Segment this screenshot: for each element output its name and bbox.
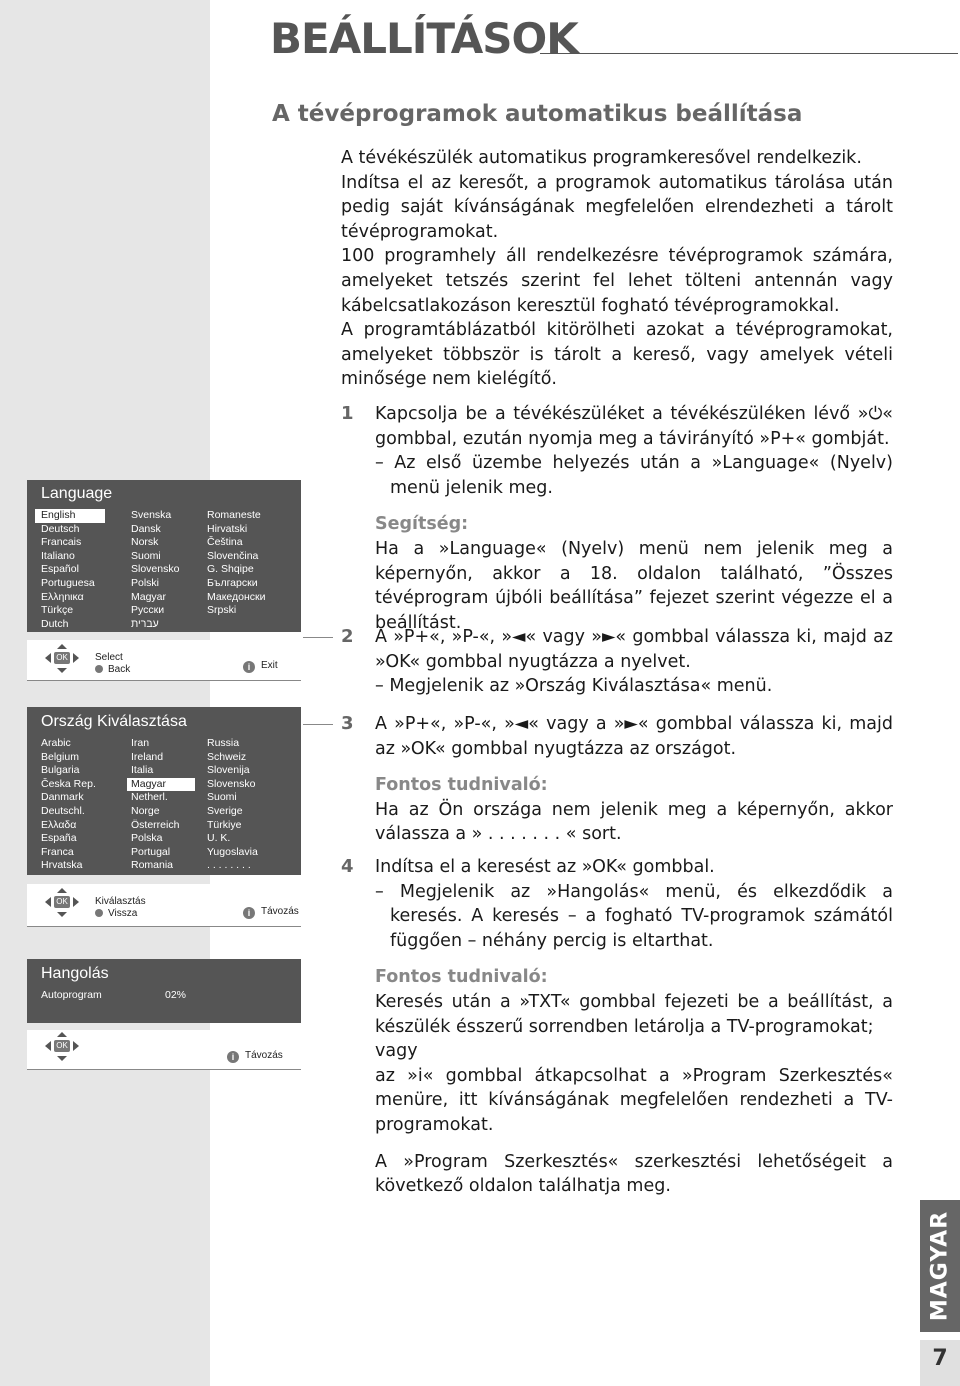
select-hint: Kiválasztás: [95, 896, 146, 907]
country-option[interactable]: Romania: [131, 859, 174, 872]
page-title: BEÁLLÍTÁSOK: [270, 14, 578, 63]
country-option[interactable]: Deutschl.: [41, 804, 85, 817]
step-number: 3: [341, 713, 354, 734]
language-option[interactable]: עברית: [131, 617, 159, 630]
arrow-left-icon: [45, 653, 51, 663]
help-text: Ha az Ön országa nem jelenik meg a képernyőn, akkor válassza a » . . . . . . . « sort.: [375, 799, 893, 845]
language-option[interactable]: Deutsch: [41, 522, 80, 535]
intro-paragraph: A programtáblázatból kitörölheti azokat a tévéprogramokat, amelyeket többször is tárolt a kereső, vagy amelyek vételi minősége nem kielégítő.: [341, 320, 893, 390]
exit-hint: [227, 1050, 283, 1063]
language-option[interactable]: Dansk: [131, 522, 161, 535]
arrow-left-icon: [45, 897, 51, 907]
country-option[interactable]: Polska: [131, 832, 163, 845]
info-icon: i: [243, 661, 255, 673]
tuning-menu-footer: [27, 1030, 301, 1070]
arrow-right-icon: [73, 653, 79, 663]
arrow-right-icon: [73, 1041, 79, 1051]
menu-title: Language: [41, 485, 113, 502]
language-option[interactable]: Македонски: [207, 590, 266, 603]
language-column-2: [131, 509, 179, 631]
country-option[interactable]: Danmark: [41, 791, 84, 804]
tuning-progress-value: 02%: [165, 989, 187, 1001]
country-option[interactable]: Türkiye: [207, 818, 242, 831]
country-option[interactable]: España: [41, 832, 77, 845]
step-text: A »P+«, »P-«, »◄« vagy a »►« gombbal válassza ki, majd az »OK« gombbal nyugtázza az országot.: [375, 714, 893, 759]
exit-hint: [243, 906, 299, 919]
intro-paragraph: A tévékészülék automatikus programkeresővel rendelkezik.: [341, 148, 862, 168]
step-3: [341, 712, 893, 847]
country-option[interactable]: Hrvatska: [41, 859, 83, 872]
step-1: [341, 402, 893, 635]
language-option[interactable]: Español: [41, 563, 79, 576]
intro-paragraph: 100 programhely áll rendelkezésre tévéprogramok számára, amelyeket tetszés szerint fel lehet tölteni antennán vagy kábelcsatlakozáson keresztül fogható tévéprogramokkal.: [341, 246, 893, 316]
select-hint: Select: [95, 652, 123, 663]
exit-label: Távozás: [245, 1050, 283, 1061]
country-option[interactable]: Ελλαδα: [41, 818, 77, 831]
language-option[interactable]: Slovenčina: [207, 549, 259, 562]
ok-navigation-pad: [43, 888, 81, 918]
language-option[interactable]: Svenska: [131, 509, 172, 521]
outro-text: A »Program Szerkesztés« szerkesztési lehetőségeit a következő oldalon találhatja meg.: [375, 1151, 893, 1197]
language-side-tab: [920, 1200, 960, 1332]
country-option-selected[interactable]: Magyar: [127, 778, 195, 792]
country-option[interactable]: Russia: [207, 737, 240, 749]
help-text: Ha a »Language« (Nyelv) menü nem jelenik meg a képernyőn, akkor a 18. oldalon található, ”Összes tévéprogram újbóli beállítása” fejezet szerint végezze el a beállítást.: [375, 538, 893, 633]
exit-label: Távozás: [261, 906, 299, 917]
language-option[interactable]: Polski: [131, 576, 160, 589]
language-tab-label: MAGYAR: [927, 1210, 953, 1322]
language-option[interactable]: Türkçe: [41, 604, 74, 617]
language-option[interactable]: Francais: [41, 536, 82, 549]
country-option[interactable]: Yugoslavia: [207, 845, 258, 858]
back-hint: [95, 908, 137, 919]
language-menu: [27, 480, 301, 632]
country-option[interactable]: Schweiz: [207, 750, 247, 763]
section-subtitle: A tévéprogramok automatikus beállítása: [272, 101, 803, 127]
country-option[interactable]: Belgium: [41, 750, 79, 763]
country-option[interactable]: Ireland: [131, 750, 164, 763]
country-column-1: [41, 737, 96, 873]
country-option[interactable]: Italia: [131, 764, 154, 777]
back-hint: [95, 664, 130, 675]
country-option[interactable]: Österreich: [131, 818, 180, 831]
back-dot-icon: [95, 665, 103, 673]
step-result: – Megjelenik az »Ország Kiválasztása« menü.: [375, 676, 773, 697]
language-option[interactable]: Romaneste: [207, 509, 261, 521]
language-column-1: [35, 509, 105, 631]
country-menu-footer: [27, 884, 301, 927]
arrow-up-icon: [57, 644, 67, 649]
country-option[interactable]: . . . . . . . .: [207, 859, 251, 872]
country-option[interactable]: Portugal: [131, 845, 171, 858]
step-result: – Megjelenik az »Hangolás« menü, és elkezdődik a keresés. A keresés – a fogható TV-programok számától függően – néhány percig is eltarthat.: [375, 881, 893, 951]
step-4: [341, 855, 893, 1199]
country-menu: [27, 707, 301, 875]
help-title: Segítség:: [375, 514, 469, 535]
help-title: Fontos tudnivaló:: [375, 775, 548, 796]
menu-title: Ország Kiválasztása: [41, 713, 187, 730]
ok-navigation-pad: [43, 1032, 81, 1062]
tuning-menu: [27, 959, 301, 1023]
help-title: Fontos tudnivaló:: [375, 967, 548, 988]
step-number: 4: [341, 856, 354, 877]
ok-navigation-pad: [43, 644, 81, 674]
help-text: Keresés után a »TXT« gombbal fejezeti be a beállítást, a készülék ésszerű sorrendben letárolja a TV-programokat;: [375, 991, 893, 1037]
country-option[interactable]: U. K.: [207, 832, 231, 845]
arrow-down-icon: [57, 668, 67, 673]
help-text: az »i« gombbal átkapcsolhat a »Program Szerkesztés« menüre, itt kívánságának megfelelően rendezheti a TV-programokat.: [375, 1065, 893, 1135]
country-column-3: [207, 737, 258, 873]
intro-text: [341, 146, 893, 392]
back-dot-icon: [95, 909, 103, 917]
country-option[interactable]: Suomi: [207, 791, 237, 804]
step-text: Kapcsolja be a tévékészüléket a tévékészüléken lévő »⏻« gombbal, ezután nyomja meg a távirányító »P+« gombját.: [375, 404, 893, 449]
connector-line: [303, 637, 333, 638]
intro-paragraph: Indítsa el az keresőt, a programok automatikus tárolása után pedig saját kívánságának megfelelően elrendezheti a tárolt tévéprogramokat.: [341, 172, 893, 242]
info-icon: i: [243, 907, 255, 919]
arrow-right-icon: [73, 897, 79, 907]
language-option[interactable]: Italiano: [41, 549, 75, 562]
country-option[interactable]: Bulgaria: [41, 764, 80, 777]
language-option[interactable]: Dutch: [41, 617, 69, 630]
arrow-up-icon: [57, 888, 67, 893]
language-option[interactable]: Norsk: [131, 536, 159, 549]
step-2: [341, 625, 893, 699]
step-number: 2: [341, 626, 354, 647]
step-result: – Az első üzembe helyezés után a »Language« (Nyelv) menü jelenik meg.: [375, 453, 893, 498]
arrow-left-icon: [45, 1041, 51, 1051]
language-column-3: [207, 509, 266, 618]
exit-label: Exit: [261, 660, 278, 671]
autoprogram-label: Autoprogram: [41, 989, 102, 1001]
step-text: A »P+«, »P-«, »◄« vagy »►« gombbal válassza ki, majd az »OK« gombbal nyugtázza a nyelvet.: [375, 627, 893, 672]
back-label: Back: [108, 664, 131, 675]
step-text: Indítsa el a keresést az »OK« gombbal.: [375, 857, 715, 877]
country-option[interactable]: Slovensko: [207, 777, 256, 790]
language-option[interactable]: Portuguesa: [41, 576, 95, 589]
language-option[interactable]: Srpski: [207, 604, 237, 617]
language-option[interactable]: Suomi: [131, 549, 161, 562]
page-number: 7: [932, 1346, 948, 1371]
language-option[interactable]: Slovensko: [131, 563, 180, 576]
back-label: Vissza: [108, 908, 138, 919]
language-menu-footer: [27, 640, 301, 681]
language-option[interactable]: Ελληnικα: [41, 590, 84, 603]
country-option[interactable]: Slovenija: [207, 764, 250, 777]
country-option[interactable]: Netherl.: [131, 791, 168, 804]
country-option[interactable]: Franca: [41, 845, 74, 858]
country-column-2: [127, 737, 195, 873]
arrow-down-icon: [57, 912, 67, 917]
left-gray-band: [0, 0, 210, 1386]
info-icon: i: [227, 1051, 239, 1063]
country-option[interactable]: Česka Rep.: [41, 777, 96, 790]
title-rule: [540, 53, 958, 54]
language-option[interactable]: G. Shqipe: [207, 563, 254, 576]
exit-hint: [243, 660, 278, 673]
country-option[interactable]: Sverige: [207, 804, 243, 817]
menu-title: Hangolás: [41, 965, 109, 982]
country-option[interactable]: Arabic: [41, 737, 71, 749]
step-number: 1: [341, 403, 354, 424]
country-option[interactable]: Iran: [131, 737, 150, 749]
language-option[interactable]: Български: [207, 576, 258, 589]
ok-button-icon: OK: [54, 652, 70, 664]
language-option[interactable]: Magyar: [131, 590, 167, 603]
ok-button-icon: OK: [54, 1040, 70, 1052]
help-text: vagy: [375, 1041, 418, 1062]
arrow-up-icon: [57, 1032, 67, 1037]
language-option-selected[interactable]: English: [35, 509, 105, 523]
country-option[interactable]: Norge: [131, 804, 160, 817]
language-option[interactable]: Čeština: [207, 536, 243, 549]
language-option[interactable]: Русски: [131, 604, 165, 617]
connector-line: [303, 724, 333, 725]
arrow-down-icon: [57, 1056, 67, 1061]
language-option[interactable]: Hirvatski: [207, 522, 248, 535]
ok-button-icon: OK: [54, 896, 70, 908]
